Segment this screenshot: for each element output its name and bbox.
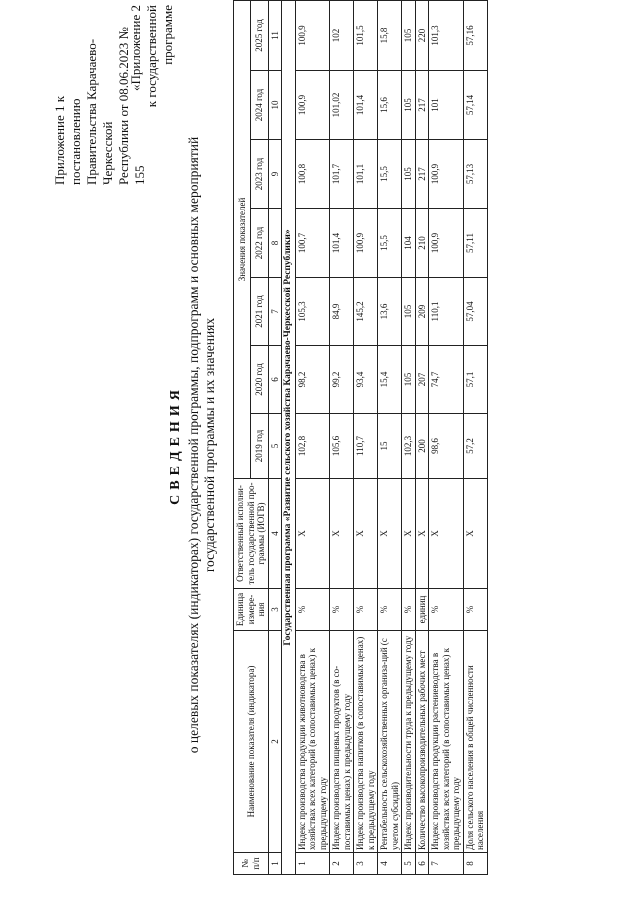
- column-number: 6: [268, 346, 282, 414]
- value-cell: 101,4: [354, 71, 378, 140]
- value-cell: 207: [415, 346, 429, 414]
- header-year: 2021 год: [251, 278, 268, 346]
- table-row: [295, 0, 330, 874]
- row-number: 2: [330, 853, 354, 875]
- value-cell: 15: [378, 414, 402, 479]
- indicators-table: [233, 0, 488, 875]
- column-number: 11: [268, 0, 282, 70]
- responsible: X: [415, 479, 429, 589]
- value-cell: 210: [415, 209, 429, 278]
- value-cell: 100,9: [354, 209, 378, 278]
- value-cell: 57,16: [463, 0, 487, 70]
- responsible: X: [429, 479, 464, 589]
- responsible: X: [354, 479, 378, 589]
- column-number: 1: [268, 853, 282, 875]
- value-cell: 74,7: [429, 346, 464, 414]
- appendix2-header: [128, 5, 176, 145]
- row-number: 6: [415, 853, 429, 875]
- value-cell: 102: [330, 0, 354, 70]
- value-cell: 102,3: [402, 414, 416, 479]
- responsible: X: [402, 479, 416, 589]
- value-cell: 98,6: [429, 414, 464, 479]
- value-cell: 93,4: [354, 346, 378, 414]
- value-cell: 101,5: [354, 0, 378, 70]
- appendix-line-2: Правительства Карачаево-Черкесской: [84, 38, 115, 185]
- value-cell: 57,11: [463, 209, 487, 278]
- table-row: [415, 0, 429, 874]
- indicator-name: Индекс производства продукции животноводства в хозяйствах всех категорий (в сопоставимых ценах) к предыдущему году: [295, 631, 330, 853]
- value-cell: 200: [415, 414, 429, 479]
- value-cell: 98,2: [295, 346, 330, 414]
- column-number-row: [268, 0, 282, 874]
- value-cell: 102,8: [295, 414, 330, 479]
- value-cell: 15,6: [378, 71, 402, 140]
- subtitle-line-1: о целевых показателях (индикаторах) государственной программы, подпрограмм и основных мероприятий: [186, 136, 201, 754]
- value-cell: 105: [402, 346, 416, 414]
- column-number: 10: [268, 71, 282, 140]
- table-row: [463, 0, 487, 874]
- value-cell: 209: [415, 278, 429, 346]
- value-cell: 217: [415, 140, 429, 209]
- appendix2-line-2: к государственной программе: [144, 5, 175, 108]
- unit: %: [463, 589, 487, 631]
- header-unit: Единица измере-ния: [234, 589, 269, 631]
- value-cell: 101,7: [330, 140, 354, 209]
- table-row: [354, 0, 378, 874]
- appendix-line-3: Республики от 08.06.2023 № 155: [116, 27, 147, 185]
- responsible: X: [378, 479, 402, 589]
- header-values-group: Значения показателей: [234, 0, 251, 478]
- value-cell: 100,8: [295, 140, 330, 209]
- value-cell: 15,5: [378, 140, 402, 209]
- value-cell: 217: [415, 71, 429, 140]
- value-cell: 57,13: [463, 140, 487, 209]
- value-cell: 15,5: [378, 209, 402, 278]
- unit: %: [330, 589, 354, 631]
- row-number: 1: [295, 853, 330, 875]
- unit: %: [402, 589, 416, 631]
- header-num: № п/п: [234, 853, 269, 875]
- unit: %: [429, 589, 464, 631]
- value-cell: 15,8: [378, 0, 402, 70]
- responsible: X: [330, 479, 354, 589]
- value-cell: 100,9: [295, 71, 330, 140]
- column-number: 4: [268, 479, 282, 589]
- value-cell: 101,3: [429, 0, 464, 70]
- subtitle-line-2: государственной программы и их значениях: [202, 317, 217, 573]
- header-year: 2025 год: [251, 0, 268, 70]
- column-number: 2: [268, 631, 282, 853]
- value-cell: 101,1: [354, 140, 378, 209]
- row-number: 5: [402, 853, 416, 875]
- value-cell: 110,1: [429, 278, 464, 346]
- header-responsible: Ответственный исполни-тель государственной про-граммы (ИОГВ): [234, 479, 269, 589]
- value-cell: 105: [402, 140, 416, 209]
- header-year: 2020 год: [251, 346, 268, 414]
- appendix-line-1: Приложение 1 к постановлению: [52, 95, 83, 185]
- header-year: 2019 год: [251, 414, 268, 479]
- header-name: Наименование показателя (индикатора): [234, 631, 269, 853]
- column-number: 3: [268, 589, 282, 631]
- value-cell: 105,3: [295, 278, 330, 346]
- indicator-name: Индекс производительности труда к предыдущему году: [402, 631, 416, 853]
- value-cell: 105: [402, 0, 416, 70]
- unit: %: [295, 589, 330, 631]
- value-cell: 57,2: [463, 414, 487, 479]
- value-cell: 145,2: [354, 278, 378, 346]
- column-number: 9: [268, 140, 282, 209]
- value-cell: 84,9: [330, 278, 354, 346]
- value-cell: 100,9: [429, 140, 464, 209]
- table-row: [402, 0, 416, 874]
- value-cell: 104: [402, 209, 416, 278]
- unit: единиц: [415, 589, 429, 631]
- indicator-name: Количество высокопроизводительных рабочих мест: [415, 631, 429, 853]
- program-title: Государственная программа «Развитие сельского хозяйства Карачаево-Черкесской Республики»: [282, 0, 296, 874]
- value-cell: 220: [415, 0, 429, 70]
- program-title-row: [282, 0, 296, 874]
- value-cell: 57,04: [463, 278, 487, 346]
- value-cell: 100,9: [295, 0, 330, 70]
- value-cell: 105: [402, 278, 416, 346]
- value-cell: 105: [402, 71, 416, 140]
- header-year: 2022 год: [251, 209, 268, 278]
- value-cell: 101: [429, 71, 464, 140]
- value-cell: 101,02: [330, 71, 354, 140]
- table-row: [378, 0, 402, 874]
- document-subtitle: [186, 105, 218, 785]
- indicator-name: Индекс производства пищевых продуктов (в со-поставимых ценах) к предыдущему году: [330, 631, 354, 853]
- unit: %: [354, 589, 378, 631]
- row-number: 4: [378, 853, 402, 875]
- value-cell: 57,1: [463, 346, 487, 414]
- value-cell: 99,2: [330, 346, 354, 414]
- value-cell: 105,6: [330, 414, 354, 479]
- row-number: 7: [429, 853, 464, 875]
- value-cell: 57,14: [463, 71, 487, 140]
- row-number: 8: [463, 853, 487, 875]
- value-cell: 110,7: [354, 414, 378, 479]
- table-row: [330, 0, 354, 874]
- value-cell: 13,6: [378, 278, 402, 346]
- value-cell: 101,4: [330, 209, 354, 278]
- responsible: X: [295, 479, 330, 589]
- row-number: 3: [354, 853, 378, 875]
- indicator-name: Доля сельского населения в общей численности населения: [463, 631, 487, 853]
- value-cell: 100,7: [295, 209, 330, 278]
- responsible: X: [463, 479, 487, 589]
- table-body: [268, 0, 487, 874]
- appendix2-line-1: «Приложение 2: [128, 5, 143, 92]
- column-number: 8: [268, 209, 282, 278]
- unit: %: [378, 589, 402, 631]
- column-number: 5: [268, 414, 282, 479]
- value-cell: 100,9: [429, 209, 464, 278]
- table-row: [429, 0, 464, 874]
- document-title: СВЕДЕНИЯ: [168, 385, 183, 505]
- header-year: 2024 год: [251, 71, 268, 140]
- indicator-name: Индекс производства напитков (в сопоставимых ценах) к предыдущему году: [354, 631, 378, 853]
- header-year: 2023 год: [251, 140, 268, 209]
- indicator-name: Рентабельность сельскохозяйственных организа-ций (с учетом субсидий): [378, 631, 402, 853]
- indicator-name: Индекс производства продукции растениеводства в хозяйствах всех категорий (в сопоставимых ценах) к предыдущему году: [429, 631, 464, 853]
- value-cell: 15,4: [378, 346, 402, 414]
- column-number: 7: [268, 278, 282, 346]
